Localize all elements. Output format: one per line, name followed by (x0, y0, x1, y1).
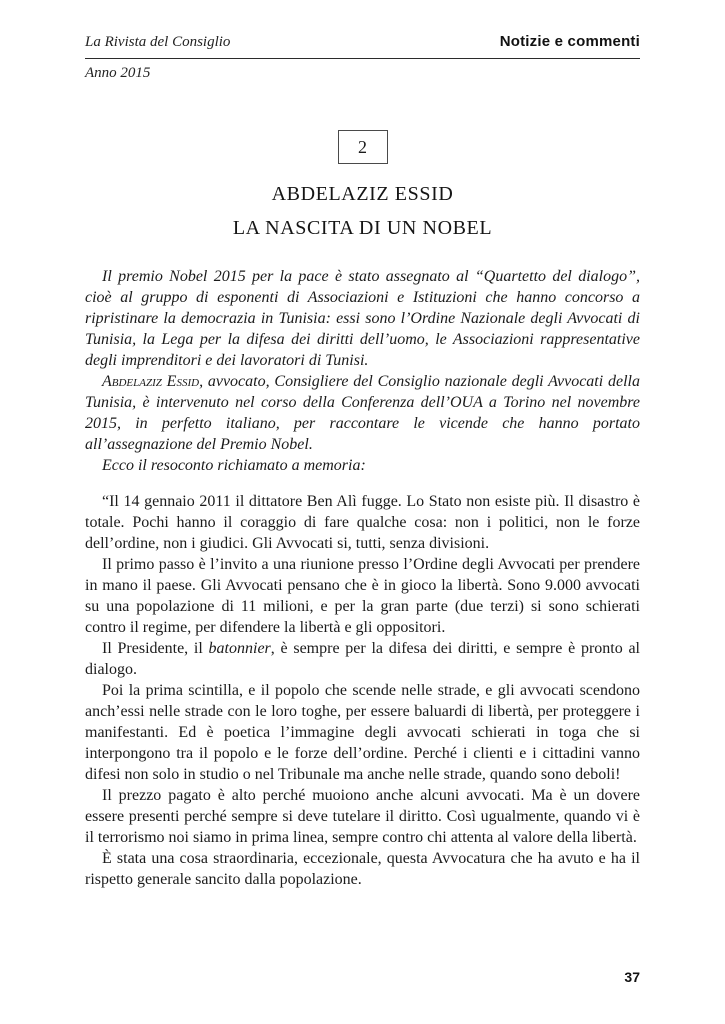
article-text (85, 266, 640, 890)
body-paragraph: Poi la prima scintilla, e il popolo che scende nelle strade, e gli avvocati scendono anch’essi nelle strade con le loro toghe, per essere baluardi di libertà, per proteggere i manifestanti. Ed è poetica l’immagine degli avvocati schierati in toga che si interpongono tra il popolo e le forze dell’ordine. Perché i clienti e i cittadini vanno difesi non solo in studio o nel Tribunale ma anche nelle strade, quando sono deboli! (85, 682, 640, 783)
article-subtitle: LA NASCITA DI UN NOBEL (232, 217, 493, 239)
journal-title: La Rivista del Consiglio (85, 34, 231, 50)
body-paragraph (85, 638, 640, 680)
article-title: ABDELAZIZ ESSID (271, 183, 454, 205)
body-paragraph: Il primo passo è l’invito a una riunione presso l’Ordine degli Avvocati per prendere in mano il paese. Gli Avvocati pensano che è in gioco la libertà. Sono 9.000 avvocati su una popolazione di 11 milioni, e per la gran parte (due terzi) si sono schierati contro il regime, per difendere la libertà e gli oppositori. (85, 556, 640, 636)
header-rule-row (85, 33, 640, 59)
year-label: Anno 2015 (85, 65, 151, 81)
body-paragraph-text: Il Presidente, il (102, 640, 209, 657)
article-number-box (338, 130, 388, 164)
body-paragraph-text: , è sempre per la difesa dei diritti, e sempre è pronto al dialogo. (85, 640, 641, 678)
intro-paragraph-text: , avvocato, Consigliere del Consiglio nazionale degli Avvocati della Tunisia, è intervenuto nel corso della Conferenza dell’OUA a Torino nel novembre 2015, in perfetto italiano, per raccontare le vicende che hanno portato all’assegnazione del Premio Nobel. (85, 373, 640, 453)
body-paragraph: “Il 14 gennaio 2011 il dittatore Ben Alì fugge. Lo Stato non esiste più. Il disastro è totale. Pochi hanno il coraggio di fare qualche cosa: non i politici, non le forze dell’ordine, non i giudici. Gli Avvocati si, tutti, senza divisioni. (85, 493, 640, 552)
body-paragraph: Il prezzo pagato è alto perché muoiono anche alcuni avvocati. Ma è un dovere essere presenti perché sempre si deve tutelare il diritto. Così ugualmente, quando vi è il terrorismo noi siamo in prima linea, sempre contro chi attenta al valore della libertà. (85, 787, 640, 846)
page-header (85, 33, 640, 82)
section-label: Notizie e commenti (499, 33, 640, 50)
intro-paragraph (85, 371, 640, 455)
article-number: 2 (358, 136, 367, 157)
speaker-name: Abdelaziz Essid (102, 373, 200, 390)
intro-paragraph: Ecco il resoconto richiamato a memoria: (102, 457, 366, 474)
intro-paragraph: Il premio Nobel 2015 per la pace è stato assegnato al “Quartetto del dialogo”, cioè al gruppo di esponenti di Associazioni e Istituzioni che hanno concorso a ripristinare la democrazia in Tunisia: essi sono l’Ordine Nazionale degli Avvocati di Tunisia, la Lega per la difesa dei diritti dell’uomo, le Associazioni rappresentative degli imprenditori e dei lavoratori di Tunisi. (85, 268, 640, 369)
body-paragraph: È stata una cosa straordinaria, eccezionale, questa Avvocatura che ha avuto e ha il rispetto generale sancito dalla popolazione. (85, 850, 640, 888)
batonnier-italic-term: batonnier (208, 640, 271, 657)
page-number: 37 (624, 969, 640, 985)
